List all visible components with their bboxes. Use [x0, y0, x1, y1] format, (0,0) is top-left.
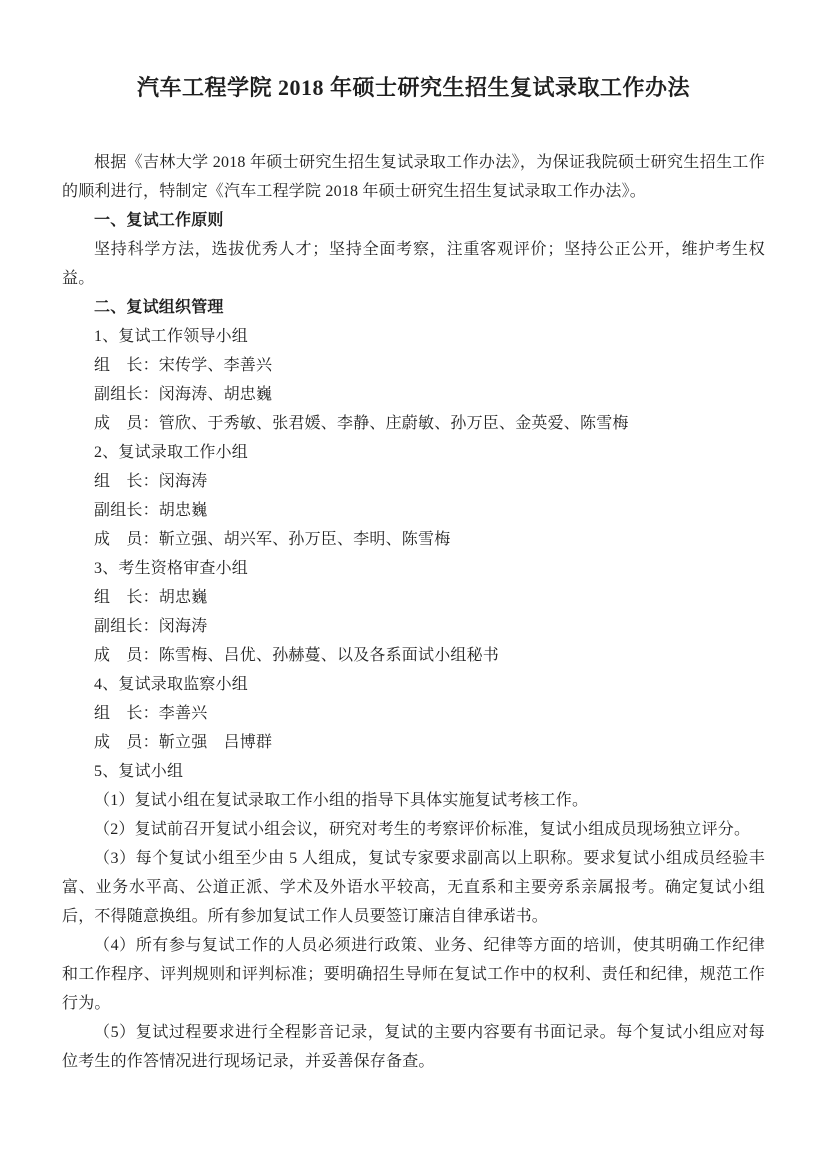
- group1-title: 1、复试工作领导小组: [94, 328, 249, 345]
- rule-item-4: （4）所有参与复试工作的人员必须进行政策、业务、纪律等方面的培训，使其明确工作纪律和工作程序、评判规则和评判标准；要明确招生导师在复试工作中的权利、责任和纪律，规范工作行为。: [62, 937, 765, 1012]
- group1-leader-line: 组 长：宋传学、李善兴: [94, 357, 273, 374]
- group2-leader-line: 组 长：闵海涛: [94, 473, 208, 490]
- group1-deputy-line: 副组长：闵海涛、胡忠巍: [94, 386, 273, 403]
- group3-title: 3、考生资格审查小组: [94, 560, 249, 577]
- rule-item-5: （5）复试过程要求进行全程影音记录，复试的主要内容要有书面记录。每个复试小组应对每位考生的作答情况进行现场记录，并妥善保存备查。: [62, 1024, 765, 1070]
- group1-members-line: 成 员：管欣、于秀敏、张君媛、李静、庄蔚敏、孙万臣、金英爱、陈雪梅: [94, 415, 629, 432]
- group4-title: 4、复试录取监察小组: [94, 676, 249, 693]
- group2-deputy-line: 副组长：胡忠巍: [94, 502, 208, 519]
- group4-leader-line: 组 长：李善兴: [94, 705, 208, 722]
- document-title: 汽车工程学院 2018 年硕士研究生招生复试录取工作办法: [136, 75, 690, 100]
- rule-item-1: （1）复试小组在复试录取工作小组的指导下具体实施复试考核工作。: [94, 792, 589, 809]
- group2-title: 2、复试录取工作小组: [94, 444, 249, 461]
- group3-deputy-line: 副组长：闵海涛: [94, 618, 208, 635]
- section-heading-2: 二、复试组织管理: [94, 299, 224, 316]
- rule-item-2: （2）复试前召开复试小组会议，研究对考生的考察评价标准，复试小组成员现场独立评分。: [94, 821, 751, 838]
- group3-leader-line: 组 长：胡忠巍: [94, 589, 208, 606]
- principles-paragraph: 坚持科学方法，选拔优秀人才；坚持全面考察，注重客观评价；坚持公正公开，维护考生权益。: [62, 241, 765, 287]
- group5-title: 5、复试小组: [94, 763, 184, 780]
- group4-members-line: 成 员：靳立强 吕博群: [94, 734, 273, 751]
- rule-item-3: （3）每个复试小组至少由 5 人组成，复试专家要求副高以上职称。要求复试小组成员经验丰富、业务水平高、公道正派、学术及外语水平较高，无直系和主要旁系亲属报考。确定复试小组后，不得随意换组。所有参加复试工作人员要签订廉洁自律承诺书。: [62, 850, 765, 925]
- section-heading-1: 一、复试工作原则: [94, 212, 224, 229]
- intro-paragraph: 根据《吉林大学 2018 年硕士研究生招生复试录取工作办法》，为保证我院硕士研究生招生工作的顺利进行，特制定《汽车工程学院 2018 年硕士研究生招生复试录取工作办法》。: [62, 154, 765, 200]
- group2-members-line: 成 员：靳立强、胡兴军、孙万臣、李明、陈雪梅: [94, 531, 451, 548]
- group3-members-line: 成 员：陈雪梅、吕优、孙赫蔓、以及各系面试小组秘书: [94, 647, 500, 664]
